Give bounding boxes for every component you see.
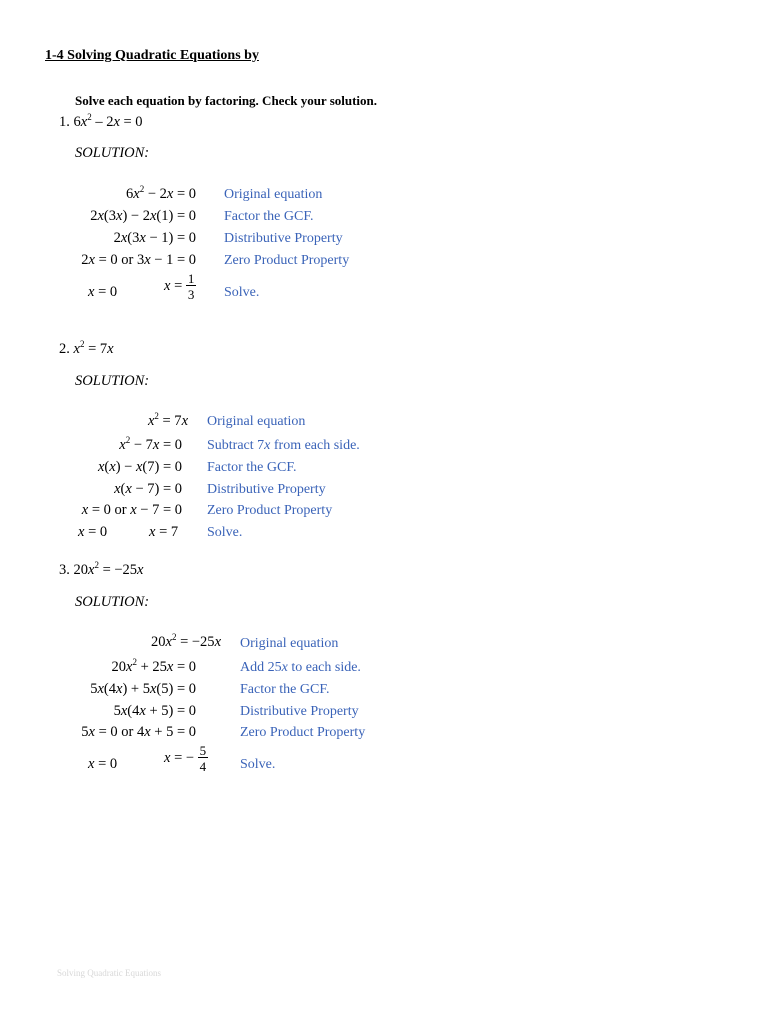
step-work: x = 0 or x − 7 = 0	[81, 502, 182, 518]
step-work: $x^2 - 7x = 0$	[119, 435, 182, 453]
step-reason: Distributive Property	[224, 231, 343, 246]
step-work: 5x = 0 or 4x + 5 = 0	[81, 724, 196, 740]
step-work: x = 0	[78, 524, 108, 540]
step-reason: Zero Product Property	[240, 725, 366, 740]
step-work: 2x(3x) − 2x(1) = 0	[90, 208, 196, 224]
step-reason: Distributive Property	[207, 482, 326, 497]
step-reason: Factor the GCF.	[240, 682, 330, 697]
step-reason: Solve.	[240, 757, 276, 772]
step-reason: Factor the GCF.	[224, 209, 314, 224]
step-work: $x^2 = 7x$	[147, 411, 188, 429]
step-reason: Factor the GCF.	[207, 460, 297, 475]
problem-number: 2.	[59, 341, 70, 357]
step-work-fraction: x = − $\frac{5}{4}$	[164, 743, 207, 774]
step-work: $6x^2 - 2x = 0$	[126, 184, 196, 202]
step-reason: Zero Product Property	[207, 503, 333, 518]
problem-3-statement: 3. $20x^2 = -25x$	[59, 560, 144, 578]
step-reason: Original equation	[207, 414, 306, 429]
page-footer: Solving Quadratic Equations	[57, 968, 161, 978]
step-reason: Original equation	[224, 187, 323, 202]
step-reason: Original equation	[240, 636, 339, 651]
step-reason: Solve.	[207, 525, 243, 540]
step-work: 5x(4x + 5) = 0	[113, 703, 196, 719]
solution-label: SOLUTION:	[75, 145, 150, 161]
instructions: Solve each equation by factoring. Check your solution.	[75, 93, 378, 108]
step-work: x = 0	[88, 284, 118, 300]
step-work: x = 7	[149, 524, 179, 540]
step-work-fraction: x = $\frac{1}{3}$	[164, 271, 195, 302]
step-reason: Add 25x to each side.	[240, 660, 361, 675]
step-work: 2x(3x − 1) = 0	[113, 230, 196, 246]
step-work: $20x^2 = -25x$	[151, 632, 221, 650]
step-work: x(x − 7) = 0	[114, 481, 182, 497]
step-work: x(x) − x(7) = 0	[97, 459, 182, 475]
step-reason: Subtract 7x from each side.	[207, 438, 360, 453]
problem-number: 1.	[59, 114, 70, 130]
step-work: 2x = 0 or 3x − 1 = 0	[81, 252, 196, 268]
step-reason: Zero Product Property	[224, 253, 350, 268]
step-reason: Solve.	[224, 285, 260, 300]
problem-number: 3.	[59, 562, 70, 578]
step-work: 5x(4x) + 5x(5) = 0	[90, 681, 196, 697]
step-reason: Distributive Property	[240, 704, 359, 719]
solution-label: SOLUTION:	[75, 373, 150, 389]
step-work: x = 0	[88, 756, 118, 772]
problem-1-statement: 1. $6x^2 - 2x = 0$	[59, 112, 143, 130]
solution-label: SOLUTION:	[75, 594, 150, 610]
step-work: $20x^2 + 25x = 0$	[111, 657, 196, 675]
page-title: 1-4 Solving Quadratic Equations by	[45, 48, 259, 63]
problem-2-statement: 2. $x^2 = 7x$	[59, 339, 114, 357]
